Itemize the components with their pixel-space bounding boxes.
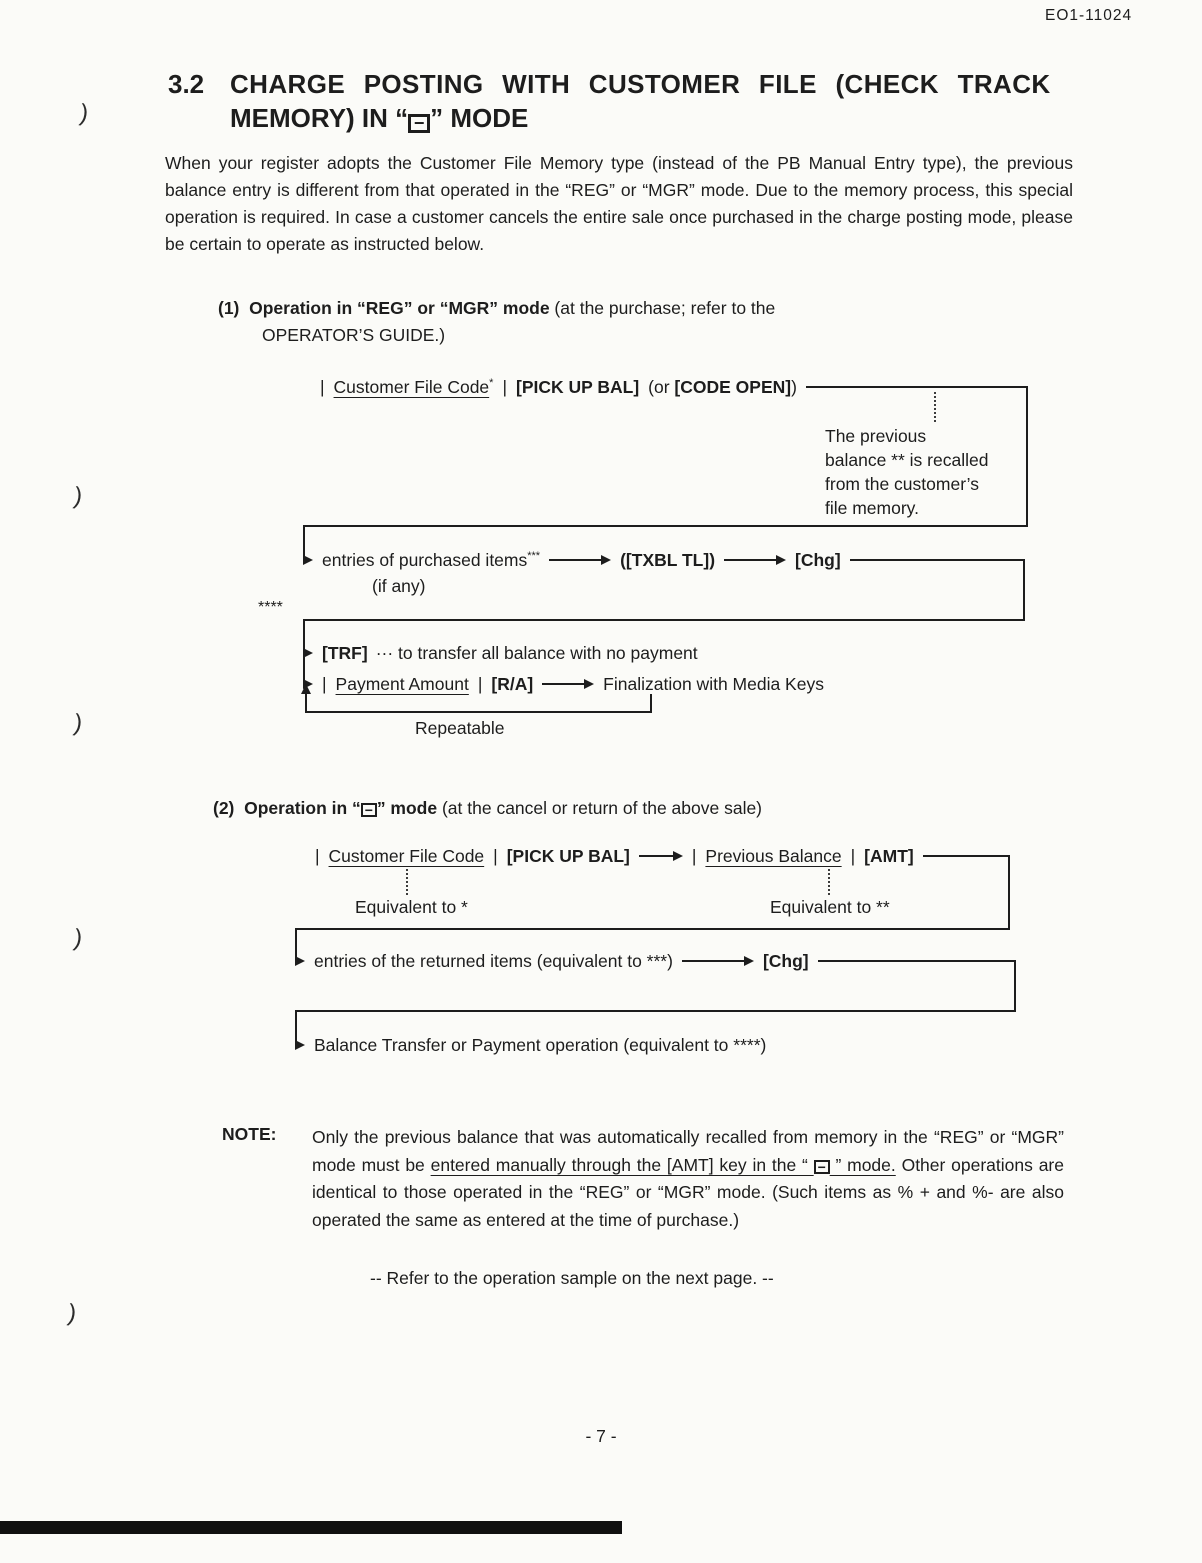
separator-bar: | — [493, 845, 498, 866]
pick-up-bal-key: [PICK UP BAL] — [506, 845, 630, 866]
payment-amount-label: Payment Amount — [335, 673, 469, 694]
chg-key: [Chg] — [795, 549, 841, 570]
repeatable-label: Repeatable — [415, 718, 505, 738]
subsection-1-number: (1) — [218, 298, 240, 318]
arrow-right-icon — [542, 679, 594, 689]
flow2-row1 — [315, 843, 1010, 869]
arrow-right-icon — [724, 555, 786, 565]
page-number: - 7 - — [585, 1426, 617, 1446]
connector-line — [303, 619, 1025, 621]
connector-line — [806, 386, 1028, 388]
connector-line — [1014, 960, 1016, 1012]
connector-line — [305, 693, 307, 713]
separator-bar: | — [322, 673, 327, 694]
ra-key: [R/A] — [491, 673, 534, 694]
trf-text: [TRF] ··· to transfer all balance with no payment — [322, 642, 698, 663]
customer-file-code-label: Customer File Code* — [333, 376, 494, 397]
arrow-right-icon — [295, 956, 305, 966]
if-any-label: (if any) — [372, 576, 426, 596]
subsection-1-heading — [218, 295, 978, 349]
chg-key: [Chg] — [762, 950, 809, 971]
connector-line — [295, 1010, 1016, 1012]
dotted-pointer-line — [934, 392, 936, 422]
note-body: Only the previous balance that was automatically recalled from memory in the “REG” or “MGR” mode must be entered manually through the [AMT] key in the “ − ” mode. Other operations are identical to those operated in the “REG” or “MGR” mode. (Such items as % + and %- are also operated the same as entered at the time of purchase.) — [312, 1127, 1064, 1230]
connector-line — [303, 525, 1028, 527]
subsection-2-heading: (2) Operation in “ − ” mode (at the cancel or return of the above sale) — [213, 798, 763, 818]
flow2-row2 — [295, 948, 1016, 974]
finalization-label: Finalization with Media Keys — [603, 673, 824, 694]
flow1-row1 — [320, 374, 1028, 400]
scan-artifact-paren: ) — [72, 924, 85, 953]
purchased-items-label: entries of purchased items*** — [322, 549, 541, 570]
separator-bar: | — [477, 673, 483, 694]
separator-bar: | — [691, 845, 697, 866]
separator-bar: | — [320, 376, 325, 397]
equivalent-2-label: Equivalent to ** — [770, 897, 890, 917]
subsection-1-line2: OPERATOR’S GUIDE.) — [262, 325, 446, 345]
recall-note: The previous balance ** is recalled from the customer’s file memory. — [825, 426, 989, 518]
flow1-trf-row — [303, 640, 698, 666]
connector-line — [850, 559, 1025, 561]
connector-line — [923, 855, 1010, 857]
scan-artifact-paren: ) — [72, 709, 85, 738]
subsection-1-line1: (1) Operation in “REG” or “MGR” mode (at the purchase; refer to the — [218, 298, 776, 318]
note-underlined-phrase: entered manually through the [AMT] key in the “ − ” mode. — [430, 1154, 896, 1175]
refer-line: -- Refer to the operation sample on the next page. -- — [370, 1268, 774, 1288]
txbl-tl-key: ([TXBL TL]) — [620, 549, 716, 570]
separator-bar: | — [850, 845, 856, 866]
boxed-minus-symbol: − — [361, 803, 377, 817]
separator-bar: | — [315, 845, 320, 866]
arrow-right-icon — [549, 555, 611, 565]
flow1-payment-row — [303, 671, 824, 697]
balance-transfer-label: Balance Transfer or Payment operation (equivalent to ****) — [314, 1034, 767, 1055]
amt-key: [AMT] — [864, 845, 914, 866]
connector-line — [1023, 559, 1025, 621]
subsection-2-number: (2) — [213, 798, 235, 818]
section-heading — [168, 67, 1083, 135]
arrow-right-icon — [303, 555, 313, 565]
dotted-pointer-line — [406, 869, 408, 895]
section-number: 3.2 — [168, 69, 205, 99]
arrow-right-icon — [639, 851, 683, 861]
or-code-open: (or [CODE OPEN]) — [648, 376, 797, 397]
four-stars-label: **** — [258, 599, 283, 616]
arrow-right-icon — [303, 648, 313, 658]
connector-line — [305, 711, 652, 713]
doc-code: EO1-11024 — [1045, 7, 1133, 24]
customer-file-code-label: Customer File Code — [328, 845, 485, 866]
section-title-line2: MEMORY) IN “ − ” MODE — [230, 103, 529, 133]
arrow-right-icon — [295, 1040, 305, 1050]
arrow-right-icon — [682, 956, 754, 966]
connector-line — [295, 928, 1010, 930]
section-title — [230, 67, 1051, 135]
flow2-row3 — [295, 1032, 766, 1058]
connector-line — [650, 694, 652, 713]
scan-artifact-paren: ) — [78, 99, 91, 128]
scan-artifact-paren: ) — [72, 482, 85, 511]
scan-black-bar — [0, 1521, 622, 1534]
connector-line — [1008, 855, 1010, 930]
intro-paragraph: When your register adopts the Customer File Memory type (instead of the PB Manual Entry type), the previous balance entry is different from that operated in the “REG” or “MGR” mode. Due to the memory process, this special operation is required. In case a customer cancels the entire sale once purchased in the charge posting mode, please be certain to operate as instructed below. — [165, 153, 1073, 254]
previous-balance-label: Previous Balance — [705, 845, 842, 866]
returned-items-label: entries of the returned items (equivalent to ***) — [314, 950, 673, 971]
boxed-minus-symbol: − — [814, 1160, 830, 1174]
pick-up-bal-key: [PICK UP BAL] — [516, 376, 640, 397]
flow1-row2 — [303, 547, 1025, 573]
dotted-pointer-line — [828, 869, 830, 895]
scan-artifact-paren: ) — [66, 1299, 79, 1328]
note-label: NOTE: — [222, 1124, 277, 1144]
section-title-line1: CHARGE POSTING WITH CUSTOMER FILE (CHECK TRACK — [230, 69, 1051, 99]
subsection-2-title: Operation in “ − ” mode — [244, 798, 438, 818]
boxed-minus-symbol: − — [408, 114, 430, 133]
equivalent-1-label: Equivalent to * — [355, 897, 468, 917]
separator-bar: | — [502, 376, 507, 397]
connector-line — [818, 960, 1016, 962]
